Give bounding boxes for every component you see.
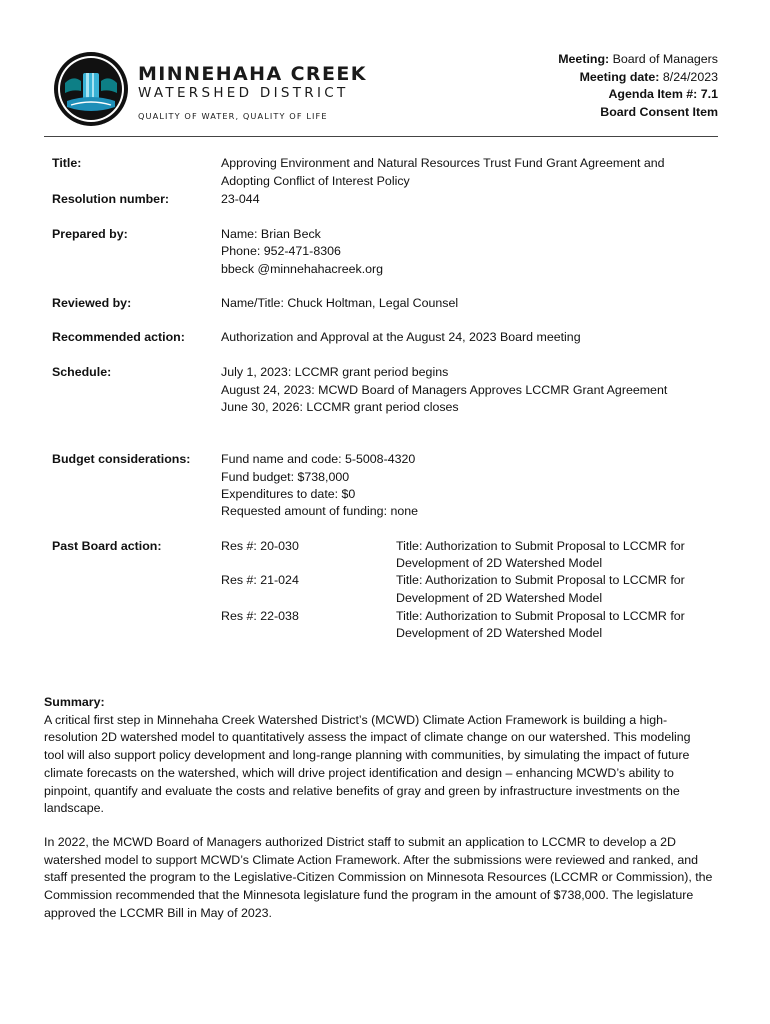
title-line-1: Approving Environment and Natural Resources Trust Fund Grant Agreement and (221, 156, 665, 170)
agenda-item-line (558, 86, 718, 104)
schedule-item: July 1, 2023: LCCMR grant period begins (221, 365, 449, 379)
brand-name: MINNEHAHA CREEK (138, 63, 367, 85)
past-action-title: Development of 2D Watershed Model (396, 556, 603, 570)
summary-paragraph-1 (44, 712, 724, 818)
summary-line: watershed model to support MCWD’s Climate Action Framework. After the submissions were reviewed and ranked, and (44, 852, 699, 867)
title-line-2: Adopting Conflict of Interest Policy (221, 174, 410, 188)
summary-line: staff presented the program to the Legislative-Citizen Commission on Minnesota Resources (LCCMR or Commission), the (44, 870, 713, 885)
prepared-phone: Phone: 952-471-8306 (221, 244, 341, 258)
meeting-value: Board of Managers (612, 52, 718, 66)
meeting-date-label: Meeting date: (579, 69, 660, 84)
summary-line: landscape. (44, 801, 104, 816)
schedule-label: Schedule: (52, 365, 112, 379)
meeting-date-line (558, 69, 718, 87)
prepared-name: Name: Brian Beck (221, 227, 321, 241)
summary-line: tool will also support policy development and long-range planning with communities, by simulating the impact of future (44, 748, 690, 763)
consent-line (558, 104, 718, 122)
schedule-item: August 24, 2023: MCWD Board of Managers Approves LCCMR Grant Agreement (221, 383, 668, 397)
consent-label: Board Consent Item (600, 105, 718, 120)
past-action-title: Title: Authorization to Submit Proposal to LCCMR for (396, 539, 685, 553)
prepared-by-label: Prepared by: (52, 227, 128, 241)
meeting-info (558, 51, 718, 122)
agenda-item-label: Agenda Item #: (608, 87, 698, 102)
summary-line: pinpoint, quantify and evaluate the costs and relative benefits of gray and green by infrastructure investments on the (44, 783, 680, 798)
schedule-item: June 30, 2026: LCCMR grant period closes (221, 400, 459, 414)
header-divider (44, 136, 718, 137)
summary-line: A critical first step in Minnehaha Creek Watershed District’s (MCWD) Climate Action Framework is building a high- (44, 712, 668, 727)
budget-item: Requested amount of funding: none (221, 504, 419, 518)
past-action-res: Res #: 21-024 (221, 573, 299, 587)
budget-item: Fund name and code: 5-5008-4320 (221, 452, 416, 466)
budget-item: Fund budget: $738,000 (221, 470, 350, 484)
summary-line: climate forecasts on the watershed, which will drive project identification and design – enhancing MCWD’s ability to (44, 765, 674, 780)
summary-paragraph-2 (44, 834, 724, 923)
brand-tagline: QUALITY OF WATER, QUALITY OF LIFE (138, 111, 328, 121)
past-action-title: Title: Authorization to Submit Proposal to LCCMR for (396, 573, 685, 587)
prepared-email: bbeck @minnehahacreek.org (221, 262, 384, 276)
budget-label: Budget considerations: (52, 452, 191, 466)
resolution-label: Resolution number: (52, 192, 170, 206)
summary-line: Commission recommended that the Minnesota legislature fund the program in the amount of $738,000. The legislature (44, 888, 694, 903)
meeting-label: Meeting: (558, 52, 610, 66)
title-label: Title: (52, 156, 82, 170)
reviewed-by-value: Name/Title: Chuck Holtman, Legal Counsel (221, 296, 459, 310)
summary-section (44, 694, 724, 818)
resolution-value: 23-044 (221, 192, 260, 206)
past-action-res: Res #: 20-030 (221, 539, 299, 553)
past-action-title: Development of 2D Watershed Model (396, 626, 603, 640)
recommended-action-value: Authorization and Approval at the August 24, 2023 Board meeting (221, 330, 581, 344)
agenda-item-value: 7.1 (700, 87, 718, 102)
past-action-label: Past Board action: (52, 539, 162, 553)
budget-item: Expenditures to date: $0 (221, 487, 356, 501)
summary-title: Summary: (44, 695, 105, 709)
past-action-title: Development of 2D Watershed Model (396, 591, 603, 605)
district-logo (53, 51, 129, 127)
summary-line: In 2022, the MCWD Board of Managers authorized District staff to submit an application to LCCMR to develop a 2D (44, 835, 677, 849)
meeting-date-value: 8/24/2023 (662, 69, 718, 84)
brand-block (138, 63, 367, 126)
meeting-line (558, 51, 718, 69)
summary-line: resolution 2D watershed model to quantitatively assess the impact of climate change on our watershed. This modeling (44, 730, 691, 745)
past-action-res: Res #: 22-038 (221, 609, 299, 623)
brand-subtitle: WATERSHED DISTRICT (138, 85, 349, 101)
past-action-title: Title: Authorization to Submit Proposal to LCCMR for (396, 609, 685, 623)
summary-line: approved the LCCMR Bill in May of 2023. (44, 905, 272, 920)
recommended-action-label: Recommended action: (52, 330, 185, 344)
reviewed-by-label: Reviewed by: (52, 296, 132, 310)
